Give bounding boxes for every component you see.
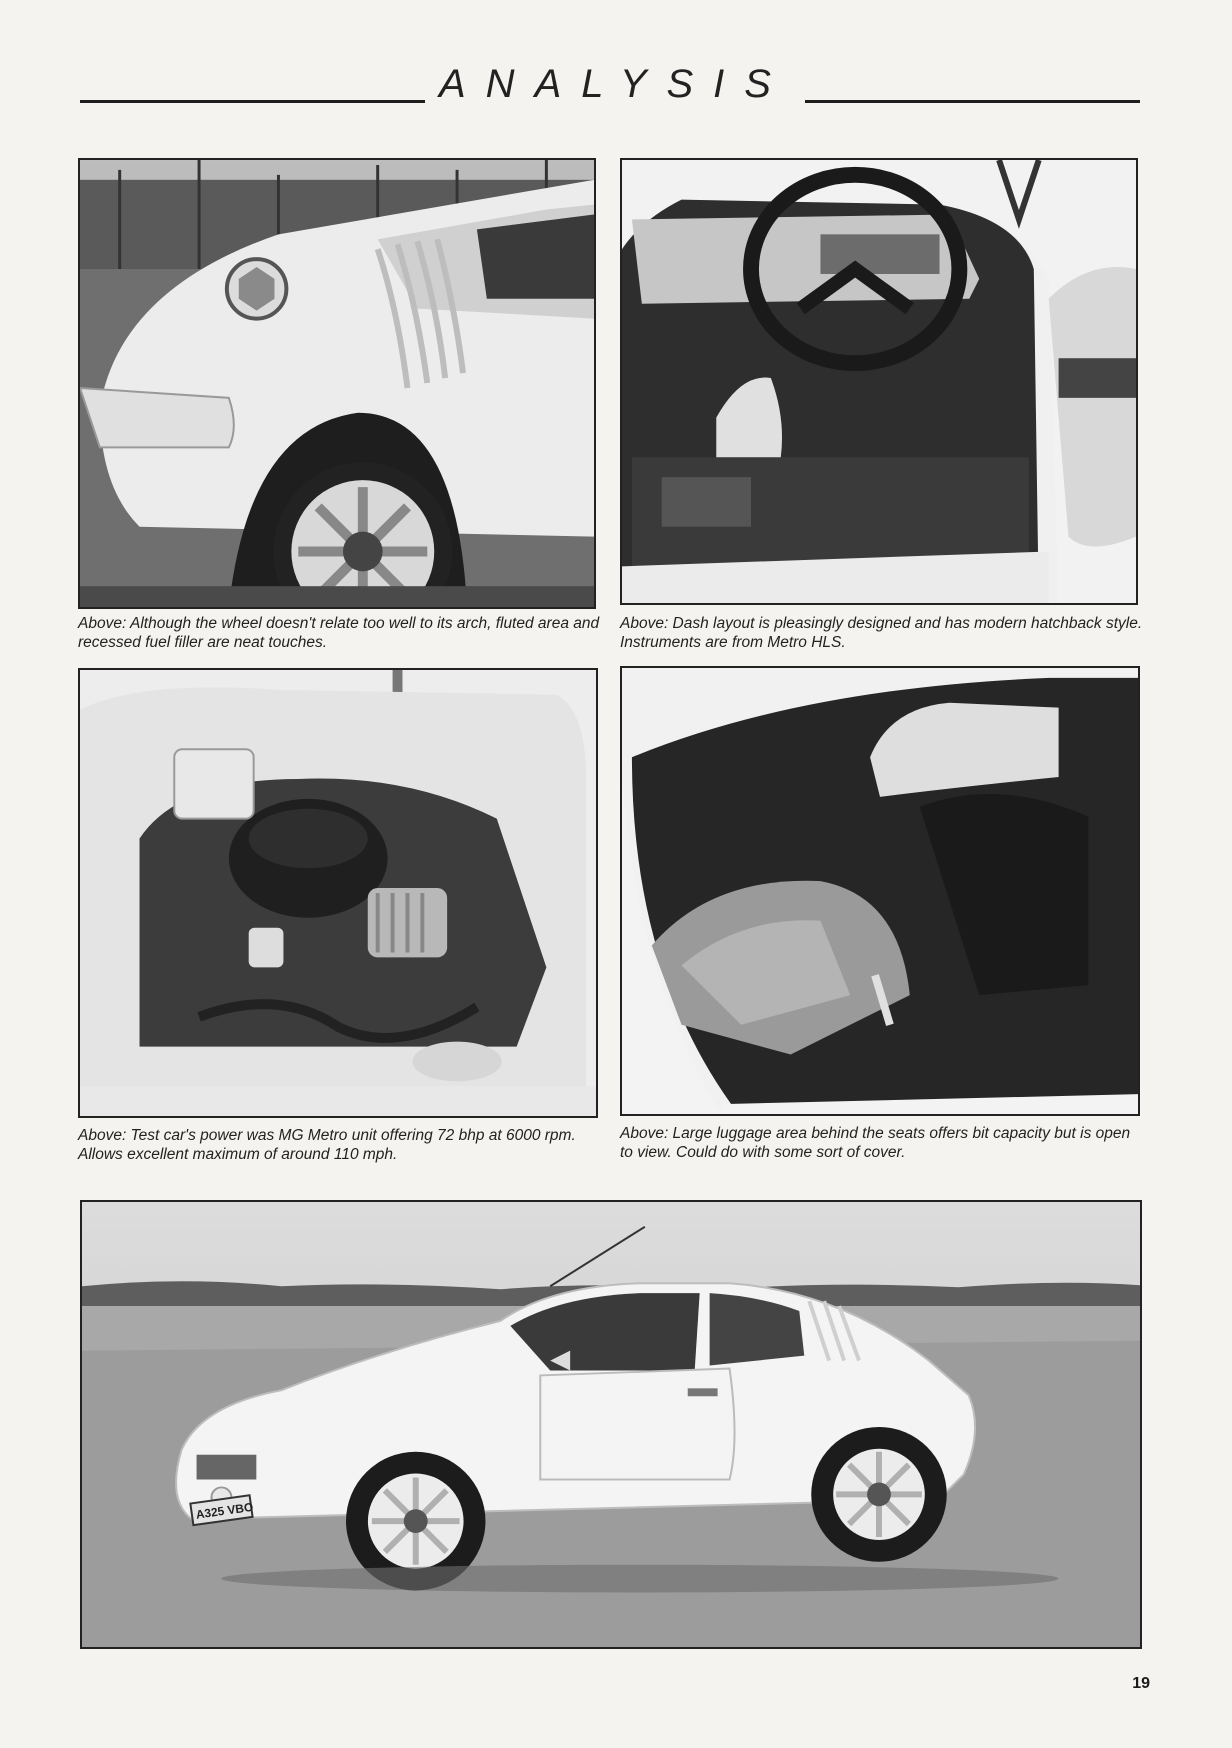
page-number: 19 — [1132, 1675, 1150, 1692]
section-title: ANALYSIS — [439, 62, 791, 106]
photo-car-side-view — [80, 1200, 1142, 1649]
caption-engine: Above: Test car's power was MG Metro unit offering 72 bhp at 6000 rpm. Allows excellent maximum of around 110 mph. — [78, 1127, 576, 1163]
photo-engine-bay — [78, 668, 598, 1118]
header-rule-left — [80, 100, 425, 103]
number-plate: A325 VBO — [194, 1499, 255, 1522]
caption-dashboard: Above: Dash layout is pleasingly designed and has modern hatchback style. Instruments are from Metro HLS. — [620, 615, 1143, 651]
caption-rear-wheel: Above: Although the wheel doesn't relate too well to its arch, fluted area and recessed fuel filler are neat touches. — [78, 615, 600, 651]
header-rule-right — [805, 100, 1140, 103]
photo-luggage-area — [620, 666, 1140, 1116]
photo-dashboard-interior — [620, 158, 1138, 605]
photo-rear-wheel-fuel-filler — [78, 158, 596, 609]
caption-luggage: Above: Large luggage area behind the seats offers bit capacity but is open to view. Could do with some sort of cover. — [620, 1125, 1131, 1161]
